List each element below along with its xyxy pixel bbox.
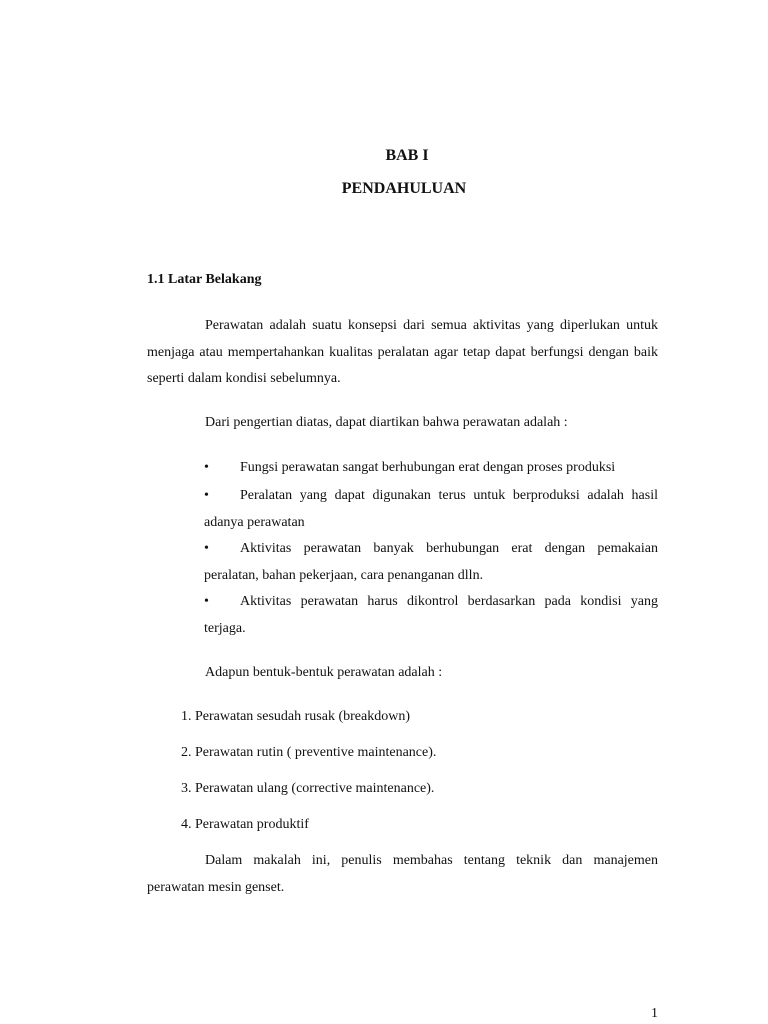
section-heading: 1.1 Latar Belakang xyxy=(147,272,262,287)
paragraph-closing-text: Dalam makalah ini, penulis membahas tentang teknik dan manajemen perawatan mesin genset. xyxy=(147,853,658,895)
chapter-label: BAB I xyxy=(385,147,429,164)
bullet-text: Aktivitas perawatan harus dikontrol berdasarkan pada kondisi yang terjaga. xyxy=(204,594,658,636)
bullet-text: Peralatan yang dapat digunakan terus untuk berproduksi adalah hasil adanya perawatan xyxy=(204,488,658,530)
bullet-dot: • xyxy=(204,541,209,556)
numbered-item: 3. Perawatan ulang (corrective maintenance). xyxy=(181,781,435,796)
bullet-item xyxy=(204,483,658,536)
chapter-title: PENDAHULUAN xyxy=(341,180,467,197)
bullet-dot: • xyxy=(204,460,209,475)
page-number: 1 xyxy=(651,1006,658,1021)
numbered-item: 1. Perawatan sesudah rusak (breakdown) xyxy=(181,709,410,724)
paragraph-definition: Dari pengertian diatas, dapat diartikan bahwa perawatan adalah : xyxy=(205,415,568,430)
bullet-dot: • xyxy=(204,488,209,503)
bullet-text: Aktivitas perawatan banyak berhubungan erat dengan pemakaian peralatan, bahan pekerjaan, cara penanganan dlln. xyxy=(204,541,658,583)
bullet-item xyxy=(204,536,658,589)
paragraph-forms: Adapun bentuk-bentuk perawatan adalah : xyxy=(205,665,443,680)
bullet-item xyxy=(204,455,658,482)
bullet-dot: • xyxy=(204,594,209,609)
bullet-text: Fungsi perawatan sangat berhubungan erat dengan proses produksi xyxy=(240,460,616,475)
numbered-item: 2. Perawatan rutin ( preventive maintenance). xyxy=(181,745,437,760)
paragraph-intro xyxy=(147,313,658,393)
bullet-item xyxy=(204,589,658,642)
paragraph-intro-text: Perawatan adalah suatu konsepsi dari semua aktivitas yang diperlukan untuk menjaga atau mempertahankan kualitas peralatan agar tetap dapat berfungsi dengan baik seperti dalam kondisi sebelumnya. xyxy=(147,318,658,386)
numbered-item: 4. Perawatan produktif xyxy=(181,817,309,832)
paragraph-closing xyxy=(147,848,658,901)
